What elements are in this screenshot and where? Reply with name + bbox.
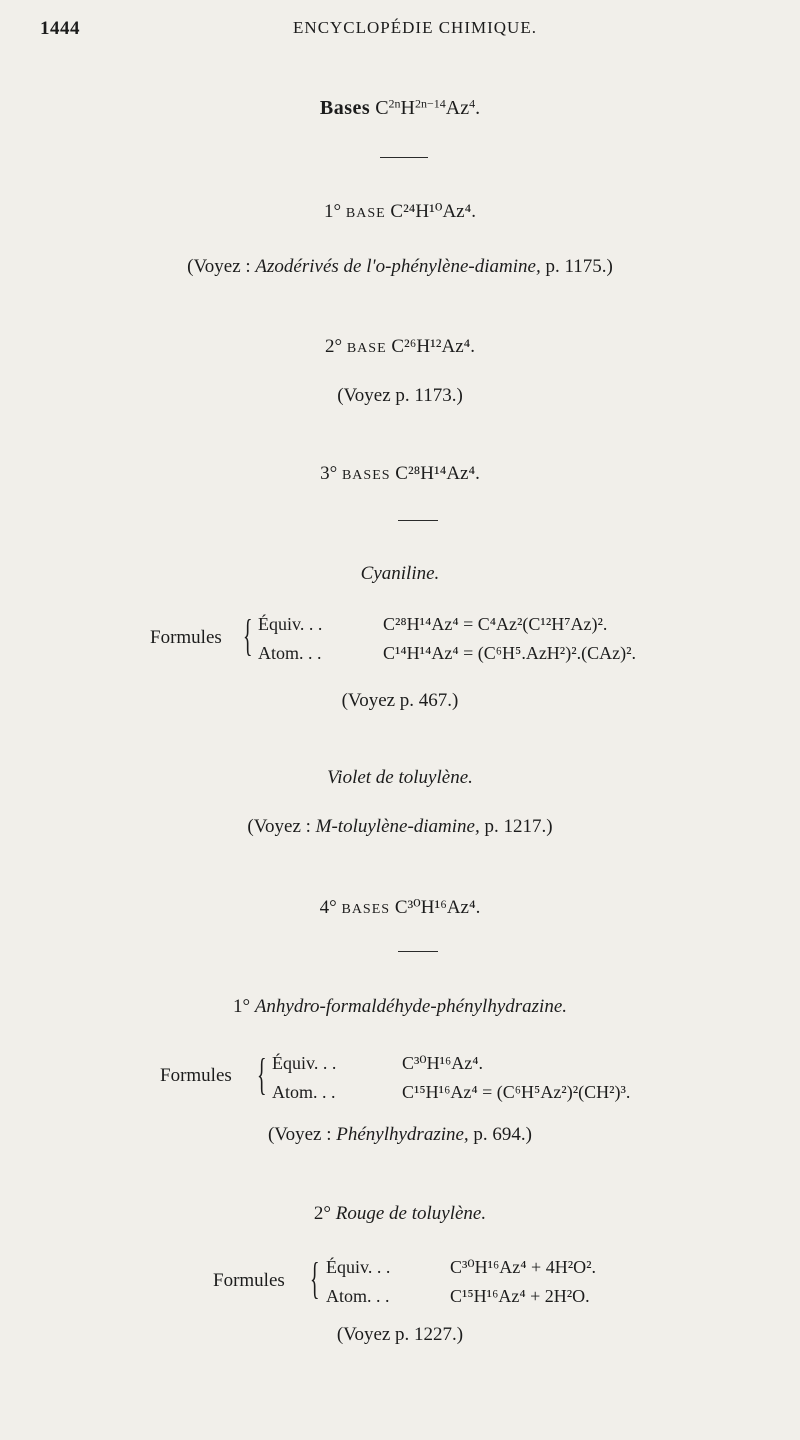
section-title — [0, 97, 800, 120]
section-title-text: Bases — [319, 97, 371, 119]
atom-label: Atom. . . — [326, 1286, 390, 1306]
anhydro-reference: (Voyez : Phénylhydrazine, p. 694.) — [267, 1124, 532, 1145]
brace-glyph: { — [310, 1254, 320, 1303]
formulas-label: Formules — [150, 627, 222, 648]
brace-glyph: { — [243, 611, 253, 660]
equiv-label: Équiv. . . — [272, 1053, 337, 1073]
equiv-formula: C³⁰H¹⁶Az⁴ + 4H²O². — [450, 1257, 596, 1277]
base4-heading: 4° BASES C³⁰H¹⁶Az⁴. — [319, 897, 481, 918]
divider — [380, 157, 428, 158]
base1-heading: 1° BASE C²⁴H¹⁰Az⁴. — [324, 201, 476, 222]
divider — [398, 951, 438, 952]
equiv-formula: C³⁰H¹⁶Az⁴. — [402, 1053, 484, 1073]
atom-label: Atom. . . — [272, 1082, 336, 1102]
base2-heading: 2° BASE C²⁶H¹²Az⁴. — [324, 336, 476, 357]
violet-reference: (Voyez : M-toluylène-diamine, p. 1217.) — [247, 816, 553, 837]
cyaniline-reference: (Voyez p. 467.) — [341, 690, 459, 711]
brace-glyph: { — [257, 1050, 267, 1099]
rouge-reference: (Voyez p. 1227.) — [336, 1324, 464, 1345]
atom-formula: C¹⁴H¹⁴Az⁴ = (C⁶H⁵.AzH²)².(CAz)². — [383, 643, 636, 663]
running-header: ENCYCLOPÉDIE CHIMIQUE. — [293, 18, 537, 37]
atom-formula: C¹⁵H¹⁶Az⁴ = (C⁶H⁵Az²)²(CH²)³. — [402, 1082, 631, 1102]
equiv-label: Équiv. . . — [326, 1257, 391, 1277]
equiv-formula: C²⁸H¹⁴Az⁴ = C⁴Az²(C¹²H⁷Az)². — [383, 614, 608, 634]
rouge-title: 2° Rouge de toluylène. — [313, 1203, 487, 1224]
cyaniline-title: Cyaniline. — [360, 563, 440, 584]
formulas-label: Formules — [160, 1065, 232, 1086]
atom-label: Atom. . . — [258, 643, 322, 663]
base3-heading: 3° BASES C²⁸H¹⁴Az⁴. — [320, 463, 480, 484]
section-formula: $C^{2n}H^{2n-14}Az^4$. — [375, 96, 481, 119]
base1-reference: (Voyez : Azodérivés de l'o-phénylène-diamine, p. 1175.) — [187, 256, 613, 277]
base2-reference: (Voyez p. 1173.) — [337, 385, 463, 406]
page-number: 1444 — [40, 18, 80, 39]
anhydro-title: 1° Anhydro-formaldéhyde-phénylhydrazine. — [232, 996, 568, 1017]
formulas-label: Formules — [213, 1270, 285, 1291]
equiv-label: Équiv. . . — [258, 614, 323, 634]
divider — [398, 520, 438, 521]
atom-formula: C¹⁵H¹⁶Az⁴ + 2H²O. — [450, 1286, 590, 1306]
violet-title: Violet de toluylène. — [327, 767, 473, 788]
